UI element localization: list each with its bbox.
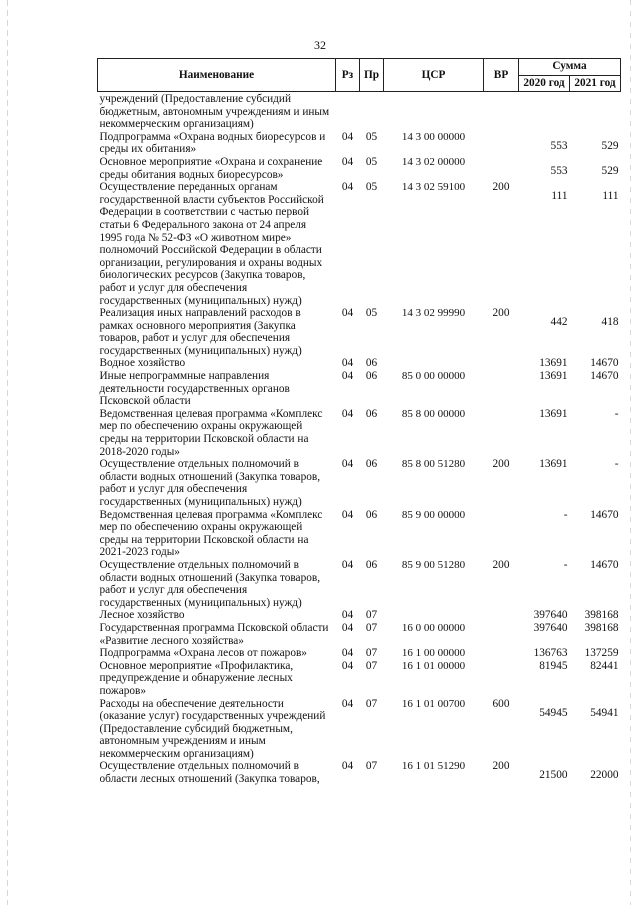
row-vr: 200 [492, 558, 510, 571]
row-sum-2021 [570, 92, 621, 131]
row-sum-2020: 136763 [533, 647, 568, 660]
row-csr: 16 1 01 51290 [401, 760, 466, 773]
row-vr: 200 [492, 760, 510, 773]
table-row [98, 458, 621, 508]
row-sum-2020: 442 [550, 316, 568, 329]
row-vr [484, 131, 519, 156]
row-sum-2020: 13691 [539, 357, 568, 370]
row-sum-2021: 418 [601, 316, 619, 329]
table-row [98, 760, 621, 785]
row-vr: 200 [492, 181, 510, 194]
table-row [98, 509, 621, 559]
table-row [98, 609, 621, 622]
row-sum-2021: 54941 [590, 706, 619, 719]
scan-margin-right [630, 0, 631, 905]
row-rz [336, 92, 360, 131]
row-pr: 06 [365, 370, 378, 383]
row-pr: 06 [365, 558, 378, 571]
row-pr: 07 [365, 760, 378, 773]
row-name: Иные непрограммные направления деятельности государственных органов Псковской области [99, 370, 290, 408]
budget-table [97, 58, 621, 786]
table-row [98, 357, 621, 370]
row-name: Подпрограмма «Охрана лесов от пожаров» [99, 647, 307, 660]
row-sum-2020: - [563, 558, 568, 571]
row-rz: 04 [341, 370, 354, 383]
row-csr: 14 3 02 59100 [401, 181, 466, 194]
row-rz: 04 [341, 760, 354, 773]
header-rz: Рз [336, 59, 360, 92]
row-rz: 04 [341, 621, 354, 634]
row-sum-2020 [519, 92, 570, 131]
row-vr [484, 660, 519, 698]
row-vr [484, 357, 519, 370]
row-sum-2020: 54945 [539, 706, 568, 719]
row-pr [360, 92, 384, 131]
row-pr: 05 [365, 181, 378, 194]
row-name: Осуществление отдельных полномочий в области водных отношений (Закупка товаров, работ и услуг для обеспечения государственных (муниципальных) нужд) [99, 458, 321, 508]
row-csr [384, 92, 484, 131]
row-rz: 04 [341, 697, 354, 710]
table-row [98, 408, 621, 458]
table-row [98, 307, 621, 357]
table-row [98, 181, 621, 307]
row-sum-2020: 553 [550, 139, 568, 152]
table-row [98, 660, 621, 698]
row-pr: 07 [365, 659, 378, 672]
row-name: Лесное хозяйство [99, 609, 185, 622]
row-sum-2021: 111 [602, 190, 619, 203]
row-name: учреждений (Предоставление субсидий бюджетным, автономным учреждениям и иным некоммерческим организациям) [99, 93, 330, 131]
row-sum-2021: 398168 [584, 609, 619, 622]
row-sum-2020: - [563, 508, 568, 521]
header-sum: Сумма [519, 59, 621, 76]
row-vr: 600 [492, 697, 510, 710]
row-sum-2021: 137259 [584, 647, 619, 660]
row-rz: 04 [341, 659, 354, 672]
row-sum-2020: 13691 [539, 370, 568, 383]
row-sum-2021: - [614, 407, 619, 420]
page-number: 32 [314, 38, 326, 52]
row-sum-2021: 22000 [590, 769, 619, 782]
row-csr: 85 8 00 00000 [401, 407, 466, 420]
row-rz: 04 [341, 609, 354, 622]
row-name: Основное мероприятие «Охрана и сохранение среды обитания водных биоресурсов» [99, 155, 323, 181]
row-csr: 85 0 00 00000 [401, 370, 466, 383]
row-rz: 04 [341, 558, 354, 571]
row-pr: 07 [365, 697, 378, 710]
row-vr [484, 647, 519, 660]
row-pr: 07 [365, 621, 378, 634]
row-sum-2020: 397640 [533, 621, 568, 634]
row-rz: 04 [341, 458, 354, 471]
row-pr: 05 [365, 130, 378, 143]
row-pr: 06 [365, 357, 378, 370]
row-name: Реализация иных направлений расходов в рамках основного мероприятия (Закупка товаров, работ и услуг для обеспечения государственных (муниципальных) нужд) [99, 307, 302, 357]
row-sum-2021: 398168 [584, 621, 619, 634]
row-sum-2021: 529 [601, 139, 619, 152]
row-pr: 07 [365, 609, 378, 622]
row-csr: 16 1 00 00000 [401, 647, 466, 660]
header-name: Наименование [98, 59, 336, 92]
table-row [98, 698, 621, 761]
table-row [98, 131, 621, 156]
row-rz: 04 [341, 181, 354, 194]
row-sum-2020: 81945 [539, 659, 568, 672]
budget-table-container [97, 58, 620, 786]
row-name: Расходы на обеспечение деятельности (оказание услуг) государственных учреждений (Предоставление субсидий бюджетным, автономным учреждениям и иным некоммерческим организациям) [99, 697, 326, 760]
row-csr: 85 8 00 51280 [401, 458, 466, 471]
row-sum-2021: 14670 [590, 508, 619, 521]
table-row [98, 92, 621, 131]
row-sum-2020: 13691 [539, 458, 568, 471]
row-vr [484, 622, 519, 647]
row-sum-2020: 397640 [533, 609, 568, 622]
table-body [98, 92, 621, 786]
row-name: Водное хозяйство [99, 357, 186, 370]
row-sum-2020: 21500 [539, 769, 568, 782]
table-row [98, 647, 621, 660]
row-rz: 04 [341, 130, 354, 143]
row-csr [384, 357, 484, 370]
row-pr: 05 [365, 307, 378, 320]
table-row [98, 559, 621, 609]
row-sum-2020: 13691 [539, 407, 568, 420]
header-vr: ВР [484, 59, 519, 92]
row-vr [484, 156, 519, 181]
row-csr: 16 0 00 00000 [401, 621, 466, 634]
row-vr: 200 [492, 307, 510, 320]
table-header [98, 59, 621, 92]
row-csr [384, 609, 484, 622]
row-name: Осуществление отдельных полномочий в области водных отношений (Закупка товаров, работ и услуг для обеспечения государственных (муниципальных) нужд) [99, 558, 321, 609]
row-rz: 04 [341, 155, 354, 168]
row-rz: 04 [341, 307, 354, 320]
row-name: Подпрограмма «Охрана водных биоресурсов и среды их обитания» [99, 130, 326, 156]
row-name: Осуществление переданных органам государственной власти субъектов Российской Федерации в соответствии с частью первой статьи 6 Федерального закона от 24 апреля 1995 года № 52-ФЗ «О животном мире» полномочий Российской Федерации в области организации, регулирования и охраны водных биологических ресурсов (Закупка товаров, работ и услуг для обеспечения государственных (муниципальных) нужд) [99, 181, 324, 307]
row-vr [484, 509, 519, 559]
row-csr: 14 3 00 00000 [401, 130, 466, 143]
row-pr: 07 [365, 647, 378, 660]
row-pr: 05 [365, 155, 378, 168]
header-year-2021: 2021 год [570, 75, 621, 92]
row-sum-2021: 529 [601, 164, 619, 177]
row-csr: 16 1 01 00700 [401, 697, 466, 710]
row-rz: 04 [341, 647, 354, 660]
row-vr: 200 [492, 458, 510, 471]
row-sum-2021: 14670 [590, 357, 619, 370]
row-sum-2020: 553 [550, 164, 568, 177]
scan-margin-left [7, 0, 8, 905]
row-vr [484, 408, 519, 458]
row-csr: 16 1 01 00000 [401, 659, 466, 672]
row-sum-2021: 82441 [590, 659, 619, 672]
header-csr: ЦСР [384, 59, 484, 92]
row-rz: 04 [341, 357, 354, 370]
row-pr: 06 [365, 407, 378, 420]
row-csr: 14 3 02 00000 [401, 155, 466, 168]
row-name: Осуществление отдельных полномочий в области лесных отношений (Закупка товаров, [99, 760, 320, 786]
table-row [98, 156, 621, 181]
row-csr: 14 3 02 99990 [401, 307, 466, 320]
row-pr: 06 [365, 508, 378, 521]
row-vr [484, 370, 519, 408]
table-row [98, 622, 621, 647]
row-name: Ведомственная целевая программа «Комплекс мер по обеспечению охраны окружающей среды на территории Псковской области на 2021-2023 годы» [99, 508, 323, 559]
row-rz: 04 [341, 407, 354, 420]
row-rz: 04 [341, 508, 354, 521]
row-csr: 85 9 00 51280 [401, 558, 466, 571]
header-pr: Пр [360, 59, 384, 92]
row-sum-2020: 111 [551, 190, 568, 203]
row-vr [484, 609, 519, 622]
row-pr: 06 [365, 458, 378, 471]
row-sum-2021: 14670 [590, 370, 619, 383]
row-sum-2021: 14670 [590, 558, 619, 571]
row-name: Основное мероприятие «Профилактика, предупреждение и обнаружение лесных пожаров» [99, 659, 294, 697]
row-name: Государственная программа Псковской области «Развитие лесного хозяйства» [99, 621, 329, 647]
row-name: Ведомственная целевая программа «Комплекс мер по обеспечению охраны окружающей среды на территории Псковской области на 2018-2020 годы» [99, 407, 323, 458]
header-year-2020: 2020 год [519, 75, 570, 92]
row-csr: 85 9 00 00000 [401, 508, 466, 521]
row-vr [484, 92, 519, 131]
table-row [98, 370, 621, 408]
row-sum-2021: - [614, 458, 619, 471]
